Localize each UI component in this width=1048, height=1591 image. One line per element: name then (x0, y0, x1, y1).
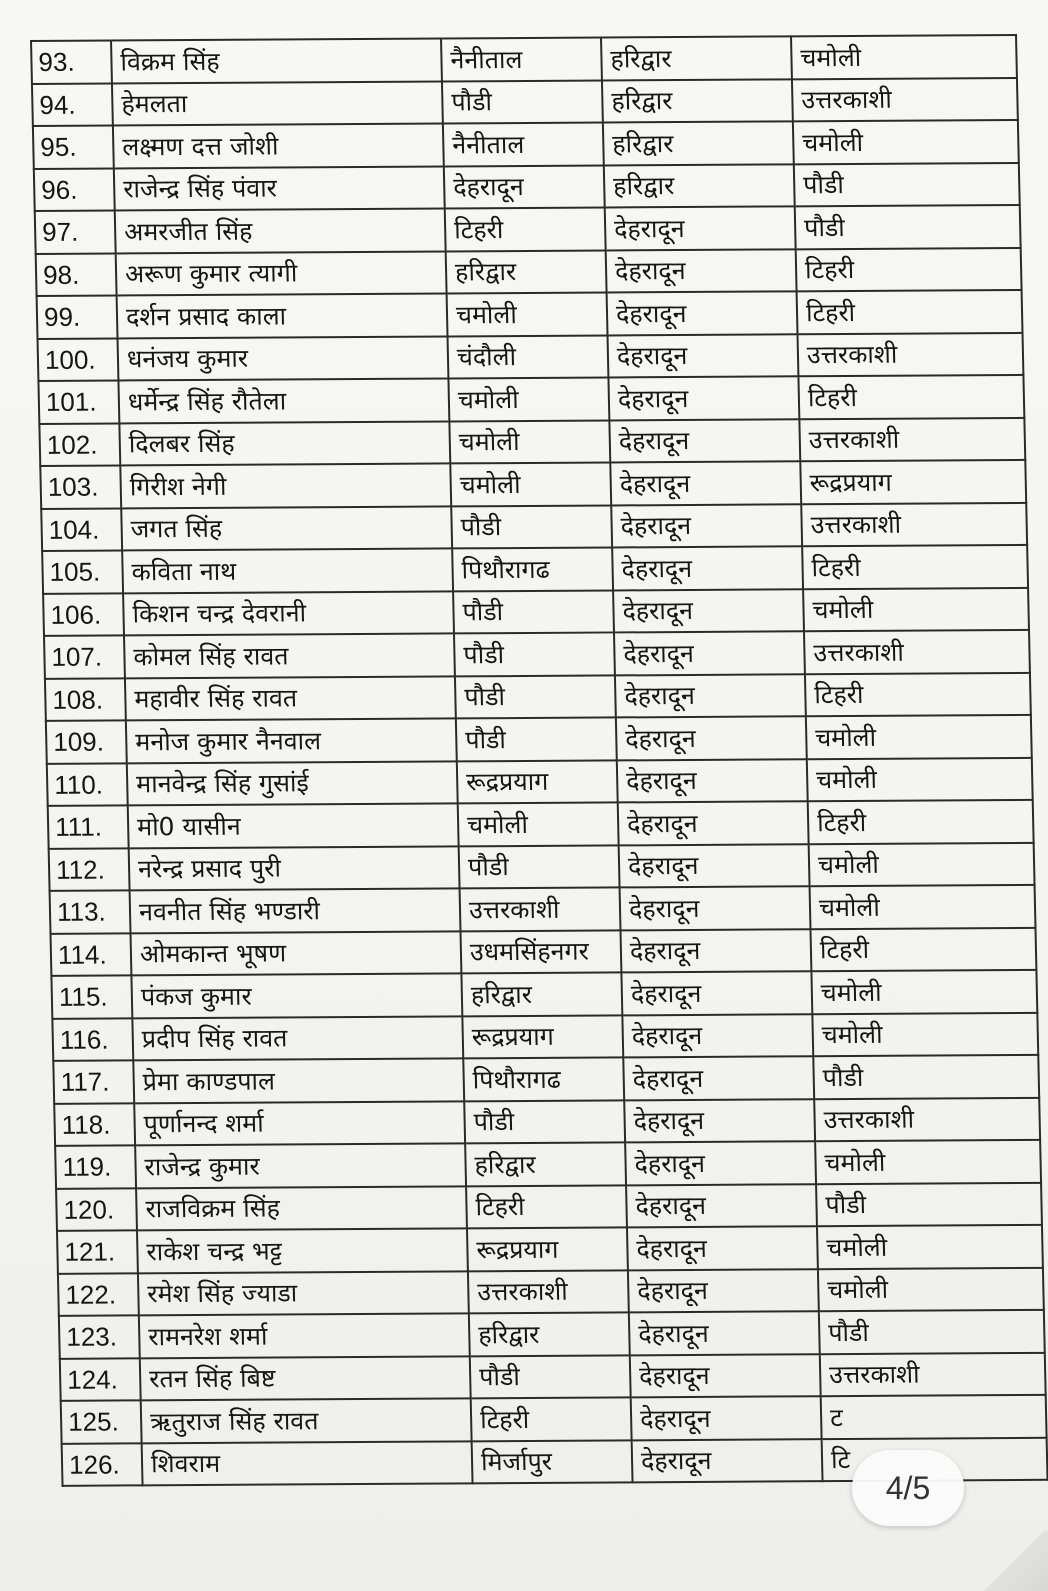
district-cell-2: देहरादून (612, 546, 803, 590)
district-cell-2: देहरादून (619, 844, 810, 888)
serial-number-cell: 108. (45, 678, 126, 721)
district-cell-3: चमोली (815, 1140, 1041, 1184)
table-row (38, 332, 1024, 381)
district-cell-2: देहरादून (609, 419, 800, 463)
district-cell-3: उत्तरकाशी (814, 1097, 1040, 1141)
district-cell-3: चमोली (803, 587, 1029, 631)
employee-name-cell: रतन सिंह बिष्ट (140, 1356, 471, 1401)
serial-number-cell: 94. (32, 83, 113, 126)
district-cell-1: पौडी (455, 675, 616, 718)
district-cell-2: देहरादून (611, 504, 802, 548)
serial-number-cell: 95. (33, 125, 114, 168)
employee-name-cell: राजेन्द्र कुमार (135, 1143, 466, 1188)
district-cell-3: चमोली (806, 715, 1032, 759)
employee-name-cell: मनोज कुमार नैनवाल (126, 718, 457, 763)
district-cell-1: चमोली (458, 802, 619, 845)
district-cell-3: उत्तरकाशी (820, 1352, 1046, 1396)
district-cell-3: उत्तरकाशी (799, 417, 1025, 461)
serial-number-cell: 107. (44, 635, 125, 678)
district-cell-3: चमोली (811, 970, 1037, 1014)
page-indicator: 4/5 (852, 1450, 964, 1526)
employee-name-cell: धनंजय कुमार (118, 336, 449, 381)
district-cell-2: देहरादून (624, 1099, 815, 1143)
district-cell-2: देहरादून (610, 461, 801, 505)
district-cell-1: रूद्रप्रयाग (462, 1015, 623, 1058)
district-cell-3: टिहरी (797, 290, 1023, 334)
district-cell-1: पौडी (442, 80, 603, 123)
district-cell-1: उत्तरकाशी (460, 887, 621, 930)
serial-number-cell: 112. (49, 848, 130, 891)
district-cell-3: पौडी (819, 1310, 1045, 1354)
employee-name-cell: दर्शन प्रसाद काला (117, 293, 448, 338)
serial-number-cell: 115. (51, 975, 132, 1018)
serial-number-cell: 100. (38, 338, 119, 381)
district-cell-2: देहरादून (620, 886, 811, 930)
table-row (31, 35, 1017, 84)
table-row (56, 1182, 1042, 1231)
table-row (61, 1395, 1047, 1444)
district-cell-1: पौडी (459, 845, 620, 888)
employee-name-cell: कविता नाथ (122, 548, 453, 593)
employee-name-cell: किशन चन्द्र देवरानी (123, 591, 454, 636)
district-cell-2: देहरादून (621, 971, 812, 1015)
district-cell-2: देहरादून (626, 1184, 817, 1228)
district-cell-2: देहरादून (608, 376, 799, 420)
employee-name-cell: राजेन्द्र सिंह पंवार (114, 166, 445, 211)
serial-number-cell: 120. (56, 1188, 137, 1231)
employee-name-cell: लक्ष्मण दत्त जोशी (113, 123, 444, 168)
district-cell-3: पौडी (795, 205, 1021, 249)
district-cell-3: टिहरी (805, 672, 1031, 716)
employee-name-cell: प्रेमा काण्डपाल (133, 1058, 464, 1103)
serial-number-cell: 98. (36, 253, 117, 296)
table-row (48, 800, 1034, 849)
serial-number-cell: 122. (58, 1273, 139, 1316)
employee-name-cell: राजविक्रम सिंह (136, 1186, 467, 1231)
employee-name-cell: अरूण कुमार त्यागी (116, 251, 447, 296)
district-cell-2: देहरादून (617, 759, 808, 803)
district-cell-1: पौडी (470, 1355, 631, 1398)
district-cell-2: देहरादून (627, 1226, 818, 1270)
district-cell-1: देहरादून (444, 165, 605, 208)
district-cell-3: टिहरी (802, 545, 1028, 589)
district-cell-2: देहरादून (614, 631, 805, 675)
district-cell-3: पौडी (794, 162, 1020, 206)
employee-name-cell: ओमकान्त भूषण (130, 931, 461, 976)
employee-name-cell: विक्रम सिंह (111, 38, 442, 83)
table-row (60, 1352, 1046, 1401)
district-cell-1: पौडी (451, 505, 612, 548)
table-row (43, 587, 1029, 636)
table-row (50, 927, 1036, 976)
employee-name-cell: नवनीत सिंह भण्डारी (130, 888, 461, 933)
district-cell-3: चमोली (793, 120, 1019, 164)
table-row (59, 1310, 1045, 1359)
district-cell-1: चमोली (450, 462, 611, 505)
table-row (55, 1140, 1041, 1189)
table-row (41, 502, 1027, 551)
serial-number-cell: 110. (47, 763, 128, 806)
district-cell-2: देहरादून (629, 1311, 820, 1355)
page-curl (978, 1531, 1048, 1591)
district-cell-3: ट (821, 1395, 1047, 1439)
table-row (42, 545, 1028, 594)
table-row (53, 1055, 1039, 1104)
employee-name-cell: हेमलता (112, 81, 443, 126)
district-cell-2: देहरादून (616, 716, 807, 760)
district-cell-3: रूद्रप्रयाग (800, 460, 1026, 504)
table-row (44, 630, 1030, 679)
district-cell-2: देहरादून (613, 589, 804, 633)
table-row (33, 120, 1019, 169)
table-row (40, 460, 1026, 509)
employee-name-cell: ऋतुराज सिंह रावत (141, 1398, 472, 1443)
district-cell-2: हरिद्वार (602, 79, 793, 123)
employee-name-cell: पूर्णानन्द शर्मा (134, 1101, 465, 1146)
serial-number-cell: 102. (39, 423, 120, 466)
district-cell-3: चमोली (807, 757, 1033, 801)
table-row (58, 1267, 1044, 1316)
employee-name-cell: अमरजीत सिंह (115, 208, 446, 253)
district-cell-3: उत्तरकाशी (792, 77, 1018, 121)
serial-number-cell: 105. (42, 550, 123, 593)
district-cell-1: पौडी (454, 632, 615, 675)
district-cell-2: देहरादून (632, 1439, 823, 1483)
district-cell-2: देहरादून (608, 334, 799, 378)
district-cell-3: चमोली (791, 35, 1017, 79)
district-cell-1: चमोली (447, 292, 608, 335)
employee-name-cell: प्रदीप सिंह रावत (132, 1016, 463, 1061)
district-cell-1: टिहरी (471, 1397, 632, 1440)
table-body (31, 35, 1048, 1486)
district-cell-1: हरिद्वार (461, 972, 622, 1015)
table-row (47, 757, 1033, 806)
employee-name-cell: पंकज कुमार (131, 973, 462, 1018)
table-row (46, 715, 1032, 764)
district-cell-3: चमोली (818, 1267, 1044, 1311)
serial-number-cell: 97. (35, 210, 116, 253)
district-cell-3: उत्तरकाशी (804, 630, 1030, 674)
table-row (35, 205, 1021, 254)
district-cell-1: पिथौरागढ (452, 547, 613, 590)
employee-name-cell: राकेश चन्द्र भट्ट (137, 1228, 468, 1273)
district-cell-2: देहरादून (615, 674, 806, 718)
district-cell-2: हरिद्वार (601, 36, 792, 80)
serial-number-cell: 103. (40, 465, 121, 508)
table-row (57, 1225, 1043, 1274)
district-cell-1: पिथौरागढ (463, 1057, 624, 1100)
district-cell-3: उत्तरकाशी (801, 502, 1027, 546)
district-cell-2: देहरादून (606, 249, 797, 293)
district-cell-1: चमोली (448, 377, 609, 420)
district-cell-1: हरिद्वार (469, 1312, 630, 1355)
serial-number-cell: 101. (38, 380, 119, 423)
employee-name-cell: गिरीश नेगी (120, 463, 451, 508)
serial-number-cell: 118. (54, 1103, 135, 1146)
employee-name-cell: दिलबर सिंह (119, 421, 450, 466)
district-cell-2: देहरादून (631, 1396, 822, 1440)
serial-number-cell: 121. (57, 1230, 138, 1273)
table-row (38, 375, 1024, 424)
serial-number-cell: 106. (43, 593, 124, 636)
serial-number-cell: 119. (55, 1145, 136, 1188)
district-cell-1: टिहरी (466, 1185, 627, 1228)
employee-name-cell: कोमल सिंह रावत (124, 633, 455, 678)
employee-name-cell: मो0 यासीन (128, 803, 459, 848)
district-cell-1: उधमसिंहनगर (460, 930, 621, 973)
district-cell-1: टिहरी (445, 207, 606, 250)
district-cell-3: चमोली (817, 1225, 1043, 1269)
district-cell-1: नैनीताल (441, 38, 602, 81)
district-cell-1: पौडी (464, 1100, 625, 1143)
serial-number-cell: 96. (34, 168, 115, 211)
district-cell-3: पौडी (813, 1055, 1039, 1099)
district-cell-1: चंदौली (448, 335, 609, 378)
district-cell-1: उत्तरकाशी (468, 1270, 629, 1313)
district-cell-1: पौडी (453, 590, 614, 633)
district-cell-1: हरिद्वार (465, 1142, 626, 1185)
district-cell-3: उत्तरकाशी (797, 332, 1023, 376)
district-cell-2: हरिद्वार (603, 121, 794, 165)
district-cell-1: मिर्जापुर (472, 1440, 633, 1483)
district-cell-1: चमोली (449, 420, 610, 463)
employee-name-cell: महावीर सिंह रावत (125, 676, 456, 721)
employee-name-cell: धर्मेन्द्र सिंह रौतेला (118, 378, 449, 423)
district-cell-2: देहरादून (618, 801, 809, 845)
district-cell-1: रूद्रप्रयाग (467, 1227, 628, 1270)
serial-number-cell: 116. (52, 1018, 133, 1061)
table-row (45, 672, 1031, 721)
district-cell-3: चमोली (809, 842, 1035, 886)
serial-number-cell: 99. (37, 295, 118, 338)
district-cell-3: टिहरी (796, 247, 1022, 291)
district-cell-2: देहरादून (628, 1269, 819, 1313)
district-cell-1: नैनीताल (443, 123, 604, 166)
serial-number-cell: 124. (60, 1358, 141, 1401)
district-cell-2: देहरादून (623, 1056, 814, 1100)
serial-number-cell: 125. (61, 1400, 142, 1443)
table-row (51, 970, 1037, 1019)
table-row (52, 1012, 1038, 1061)
serial-number-cell: 104. (41, 508, 122, 551)
employee-name-cell: रमेश सिंह ज्याडा (138, 1271, 469, 1316)
serial-number-cell: 113. (50, 890, 131, 933)
serial-number-cell: 117. (53, 1060, 134, 1103)
employee-name-cell: मानवेन्द्र सिंह गुसांई (127, 761, 458, 806)
district-cell-3: पौडी (816, 1182, 1042, 1226)
district-cell-3: टिहरी (810, 927, 1036, 971)
serial-number-cell: 111. (48, 805, 129, 848)
table-row (50, 885, 1036, 934)
district-cell-1: हरिद्वार (446, 250, 607, 293)
table-row (39, 417, 1025, 466)
table-row (54, 1097, 1040, 1146)
district-cell-3: टि (822, 1437, 1048, 1481)
table-row (36, 247, 1022, 296)
table-row (34, 162, 1020, 211)
employee-name-cell: शिवराम (142, 1441, 473, 1486)
district-cell-3: टिहरी (798, 375, 1024, 419)
serial-number-cell: 123. (59, 1315, 140, 1358)
district-cell-3: चमोली (812, 1012, 1038, 1056)
serial-number-cell: 114. (50, 933, 131, 976)
serial-number-cell: 109. (46, 720, 127, 763)
table-row (37, 290, 1023, 339)
district-cell-2: देहरादून (607, 291, 798, 335)
district-cell-2: देहरादून (605, 206, 796, 250)
table-row (49, 842, 1035, 891)
employee-name-cell: रामनरेश शर्मा (139, 1313, 470, 1358)
transfer-list-sheet (30, 34, 1047, 1487)
district-cell-2: देहरादून (622, 1014, 813, 1058)
table-row (32, 77, 1018, 126)
district-cell-1: पौडी (456, 717, 617, 760)
district-cell-2: हरिद्वार (604, 164, 795, 208)
district-cell-1: रूद्रप्रयाग (457, 760, 618, 803)
district-cell-3: चमोली (810, 885, 1036, 929)
district-cell-2: देहरादून (620, 929, 811, 973)
employee-name-cell: नरेन्द्र प्रसाद पुरी (129, 846, 460, 891)
district-cell-3: टिहरी (808, 800, 1034, 844)
serial-number-cell: 93. (31, 41, 112, 84)
district-cell-2: देहरादून (625, 1141, 816, 1185)
employee-name-cell: जगत सिंह (121, 506, 452, 551)
district-cell-2: देहरादून (630, 1354, 821, 1398)
transfer-table (30, 34, 1048, 1487)
serial-number-cell: 126. (62, 1443, 143, 1486)
